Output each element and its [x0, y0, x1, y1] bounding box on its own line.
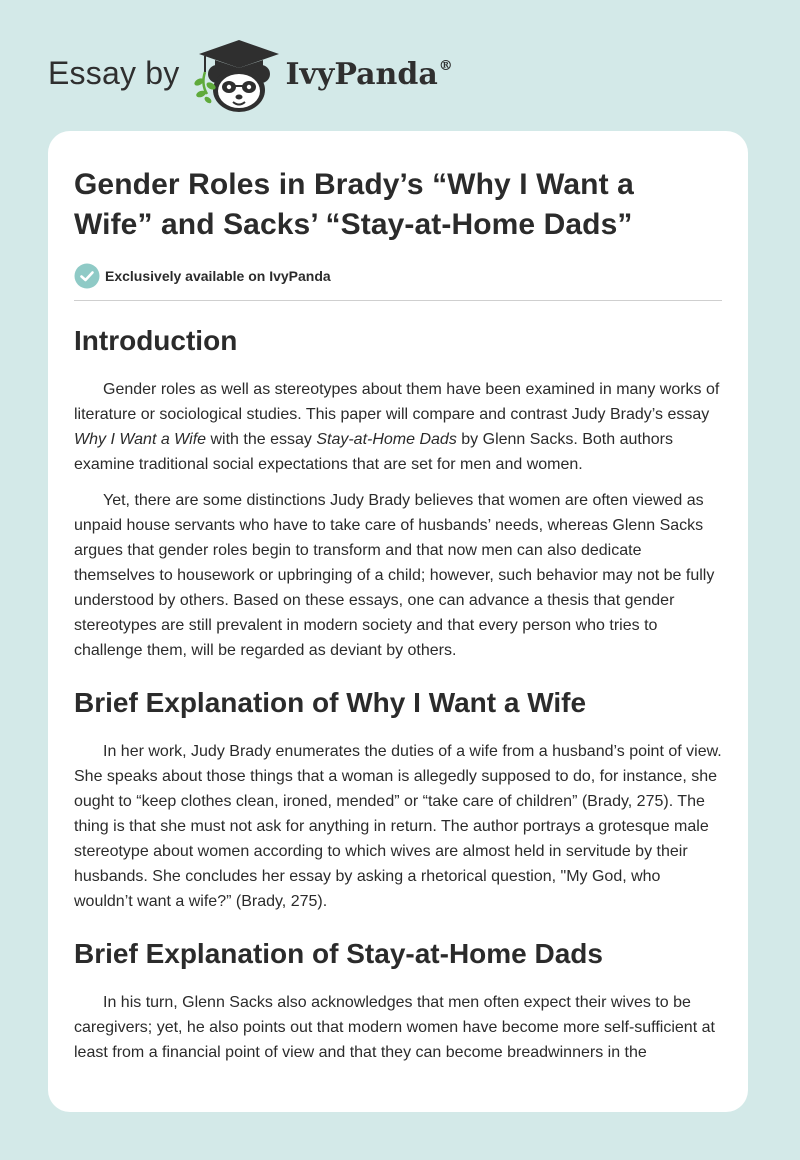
exclusive-badge-text: Exclusively available on IvyPanda [105, 268, 331, 284]
paragraph-intro-1: Gender roles as well as stereotypes about them have been examined in many works of literature or sociological studies. This paper will compare and contrast Judy Brady’s essay Why I Want a Wife with the essay Stay-at-Home Dads by Glenn Sacks. Both authors examine traditional social expectations that are set for men and women. [74, 381, 720, 473]
essay-title-line-2: Wife” and Sacks’ “Stay-at-Home Dads” [74, 208, 633, 241]
trademark-symbol: ® [438, 57, 453, 74]
site-header [48, 28, 453, 118]
panda-graduation-cap-icon[interactable] [191, 28, 283, 118]
section-heading-why-i-want-a-wife: Brief Explanation of Why I Want a Wife [74, 687, 587, 718]
paragraph-sacks-1: In his turn, Glenn Sacks also acknowledges that men often expect their wives to be caregivers; yet, he also points out that modern women have become more self-sufficient at least from a financial point of view and that they can become breadwinners in the [74, 994, 715, 1061]
essay-card [48, 131, 748, 1112]
essay-title-brady: Why I Want a Wife [74, 431, 207, 448]
essay-content [74, 165, 722, 1065]
essay-by-label: Essay by [48, 54, 180, 91]
title-divider [74, 300, 722, 301]
ivypanda-brand[interactable]: IvyPanda® [285, 56, 453, 92]
essay-title-line-1: Gender Roles in Brady’s “Why I Want a [74, 168, 634, 201]
essay-title [74, 165, 722, 245]
essay-title-sacks: Stay-at-Home Dads [316, 431, 457, 448]
paragraph-brady-1: In her work, Judy Brady enumerates the duties of a wife from a husband’s point of view. She speaks about those things that a woman is allegedly supposed to do, for instance, she ought to “keep clothes clean, ironed, mended” or “take care of children” (Brady, 275). The thing is that she must not ask for anything in return. The author portrays a grotesque male stereotype about women according to which wives are almost held in servitude by their husbands. She concludes her essay by asking a rhetorical question, "My God, who wouldn’t want a wife?” (Brady, 275). [74, 743, 722, 910]
section-heading-stay-at-home-dads: Brief Explanation of Stay-at-Home Dads [74, 938, 603, 969]
check-circle-icon [74, 263, 100, 289]
exclusive-badge [74, 261, 722, 291]
paragraph-intro-2: Yet, there are some distinctions Judy Brady believes that women are often viewed as unpaid house servants who have to take care of husbands’ needs, whereas Glenn Sacks argues that gender roles begin to transform and that now men can also dedicate themselves to housework or upbringing of a child; however, such behavior may not be fully understood by others. Based on these essays, one can advance a thesis that gender stereotypes are still prevalent in modern society and that every person who tries to challenge them, will be regarded as deviant by others. [74, 492, 715, 659]
section-heading-introduction: Introduction [74, 325, 238, 356]
